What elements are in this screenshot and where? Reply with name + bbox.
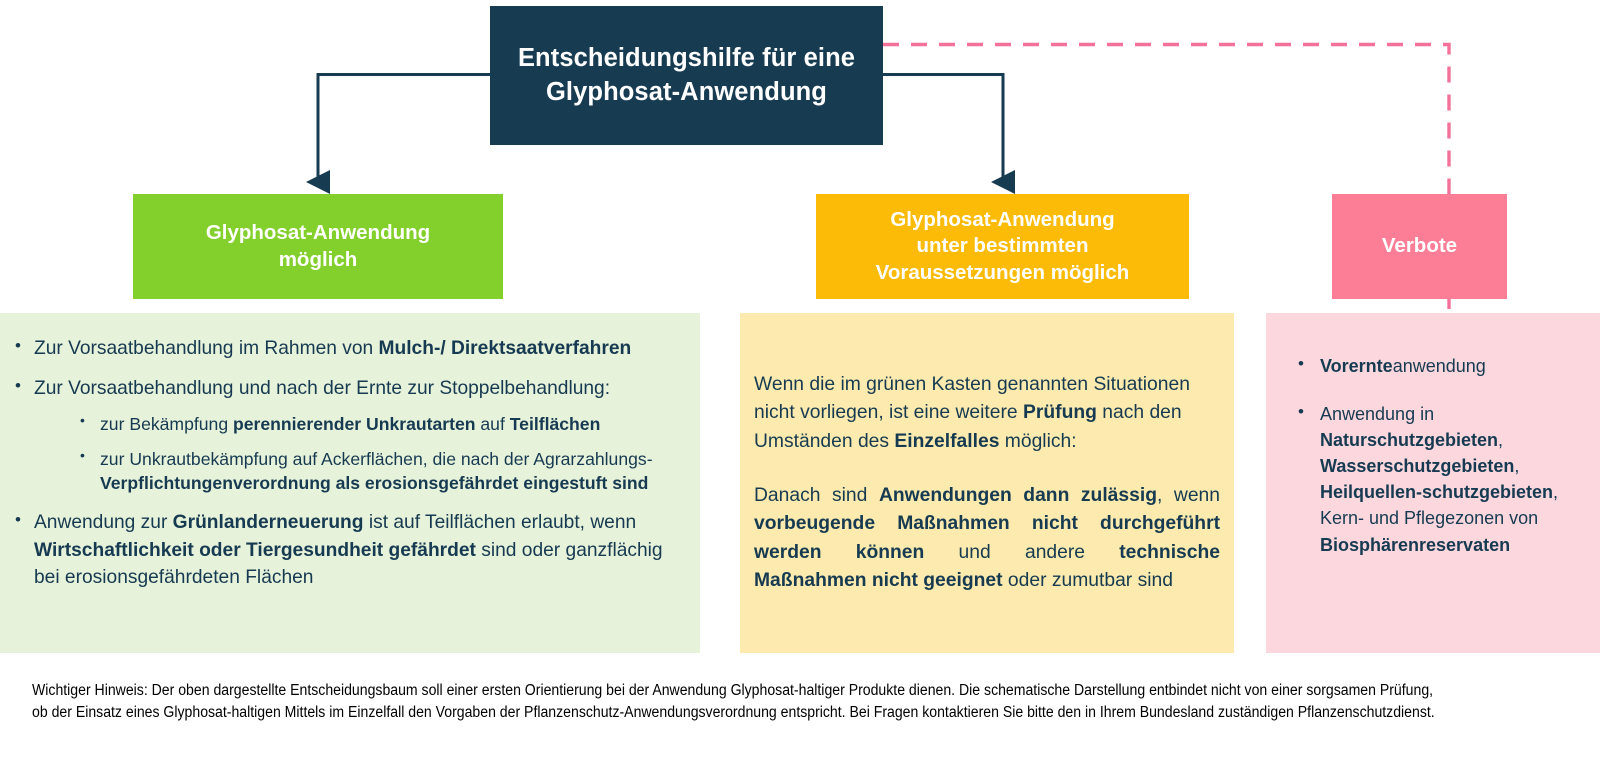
category-label-yellow-line2: unter bestimmten (916, 234, 1089, 258)
emphasis-text: Mulch-/ Direktsaatverfahren (378, 338, 632, 359)
footer-note: Wichtiger Hinweis: Der oben dargestellte Entscheidungsbaum soll einer ersten Orientierung bei der Anwendung Glyphosat-haltiger Produkte dienen. Die schematische Darstellung entbindet nicht von einer sorgsamen Prüfung, ob der Einsatz eines Glyphosat-haltigen Mittels im Einzelfall den Vorgaben der Pflanzenschutz-Anwendungsverordnung entspricht. Bei Fragen kontaktieren Sie bitte den in Ihrem Bundesland zuständigen Pflanzenschutzdienst. (32, 682, 1435, 721)
emphasis-text: Grünlanderneuerung (172, 512, 364, 534)
yellow-paragraph-group (754, 371, 1220, 596)
category-box-yellow (816, 194, 1189, 299)
body-text: oder zumutbar sind (1002, 570, 1173, 592)
body-text: sind oder ganzflächig bei erosionsgefährdeten Flächen (34, 539, 663, 588)
diagram-title-line1: Entscheidungshilfe für eine (517, 43, 856, 72)
emphasis-text: Anwendungen dann zulässig (878, 485, 1157, 507)
connector-to-green (318, 75, 490, 183)
body-text: möglich: (999, 430, 1077, 452)
paragraph (754, 371, 1220, 456)
category-label-green (206, 220, 430, 273)
list-item-text (1320, 356, 1486, 376)
body-text: Anwendung zur (34, 512, 173, 534)
category-box-pink (1332, 194, 1507, 299)
emphasis-text: vorbeugende Maßnahmen nicht durchgeführt werden können (754, 513, 1220, 563)
paragraph (754, 482, 1220, 595)
emphasis-text: Naturschutzgebieten (1320, 430, 1499, 451)
emphasis-text: Verpflichtungenverordnung als erosionsgefährdet eingestuft sind (100, 473, 649, 494)
body-text: , wenn (1157, 485, 1221, 507)
emphasis-text: perennierender Unkrautarten (233, 413, 476, 434)
category-label-yellow-line3: Voraussetzungen möglich (875, 260, 1130, 284)
emphasis-text: Vorernte (1320, 356, 1393, 376)
emphasis-text: Biosphärenreservaten (1320, 534, 1511, 555)
category-label-green-line2: möglich (278, 247, 358, 271)
body-text: Anwendung in (1320, 404, 1435, 425)
sub-list-item-text (100, 449, 653, 494)
category-label-yellow-line1: Glyphosat-Anwendung (890, 207, 1115, 231)
sub-list-item-text (100, 414, 600, 434)
emphasis-text: Teilflächen (509, 413, 601, 434)
category-label-yellow (876, 207, 1130, 287)
body-text: auf (475, 413, 510, 434)
body-text: nach den Umständen des (754, 402, 1182, 452)
list-item (6, 335, 680, 362)
category-box-green (133, 194, 503, 299)
emphasis-text: Heilquellen-schutzgebieten (1320, 482, 1554, 503)
list-item (1294, 353, 1584, 379)
connector-to-yellow (883, 75, 1003, 183)
body-text: , (1498, 430, 1504, 451)
content-panel-green (0, 313, 700, 653)
list-item (1294, 401, 1584, 558)
sub-list-item (74, 447, 680, 497)
diagram-title (518, 42, 855, 109)
body-text: Zur Vorsaatbehandlung im Rahmen von (34, 338, 379, 359)
emphasis-text: Wasserschutzgebieten (1320, 456, 1515, 477)
diagram-title-box (490, 6, 883, 145)
sub-list (74, 412, 680, 497)
emphasis-text: Einzelfalles (894, 430, 1000, 452)
sub-list-item (74, 412, 680, 437)
list-item-text (34, 512, 663, 588)
content-panel-pink (1266, 313, 1600, 653)
body-text: Zur Vorsaatbehandlung und nach der Ernte zur Stoppelbehandlung: (34, 378, 611, 400)
body-text: ist auf Teilflächen erlaubt, wenn (363, 512, 637, 534)
emphasis-text: technische Maßnahmen nicht geeignet (754, 541, 1220, 592)
content-panel-yellow (740, 313, 1234, 653)
pink-bullet-list (1294, 353, 1584, 558)
category-label-green-line1: Glyphosat-Anwendung (205, 220, 431, 244)
emphasis-text: Wirtschaftlichkeit oder Tiergesundheit gefährdet (34, 539, 476, 561)
list-item (6, 375, 680, 496)
body-text: zur Unkrautbekämpfung auf Ackerflächen, die nach der Agrarzahlungs- (100, 448, 653, 469)
list-item-text (1320, 404, 1558, 554)
green-bullet-list (6, 335, 680, 591)
list-item-text (34, 338, 631, 359)
body-text: zur Bekämpfung (100, 413, 234, 434)
list-item-text (34, 378, 610, 399)
body-text: und andere (924, 541, 1120, 563)
list-item (6, 509, 680, 591)
body-text: , (1514, 456, 1520, 477)
emphasis-text: Prüfung (1023, 402, 1097, 424)
body-text: , Kern- und Pflegezonen von (1320, 482, 1559, 529)
body-text: Danach sind (754, 485, 879, 507)
body-text: Wenn die im grünen Kasten genannten Situationen nicht vorliegen, ist eine weitere (754, 374, 1190, 424)
diagram-title-line2: Glyphosat-Anwendung (546, 77, 827, 106)
body-text: anwendung (1392, 356, 1486, 376)
category-label-pink: Verbote (1381, 234, 1458, 258)
